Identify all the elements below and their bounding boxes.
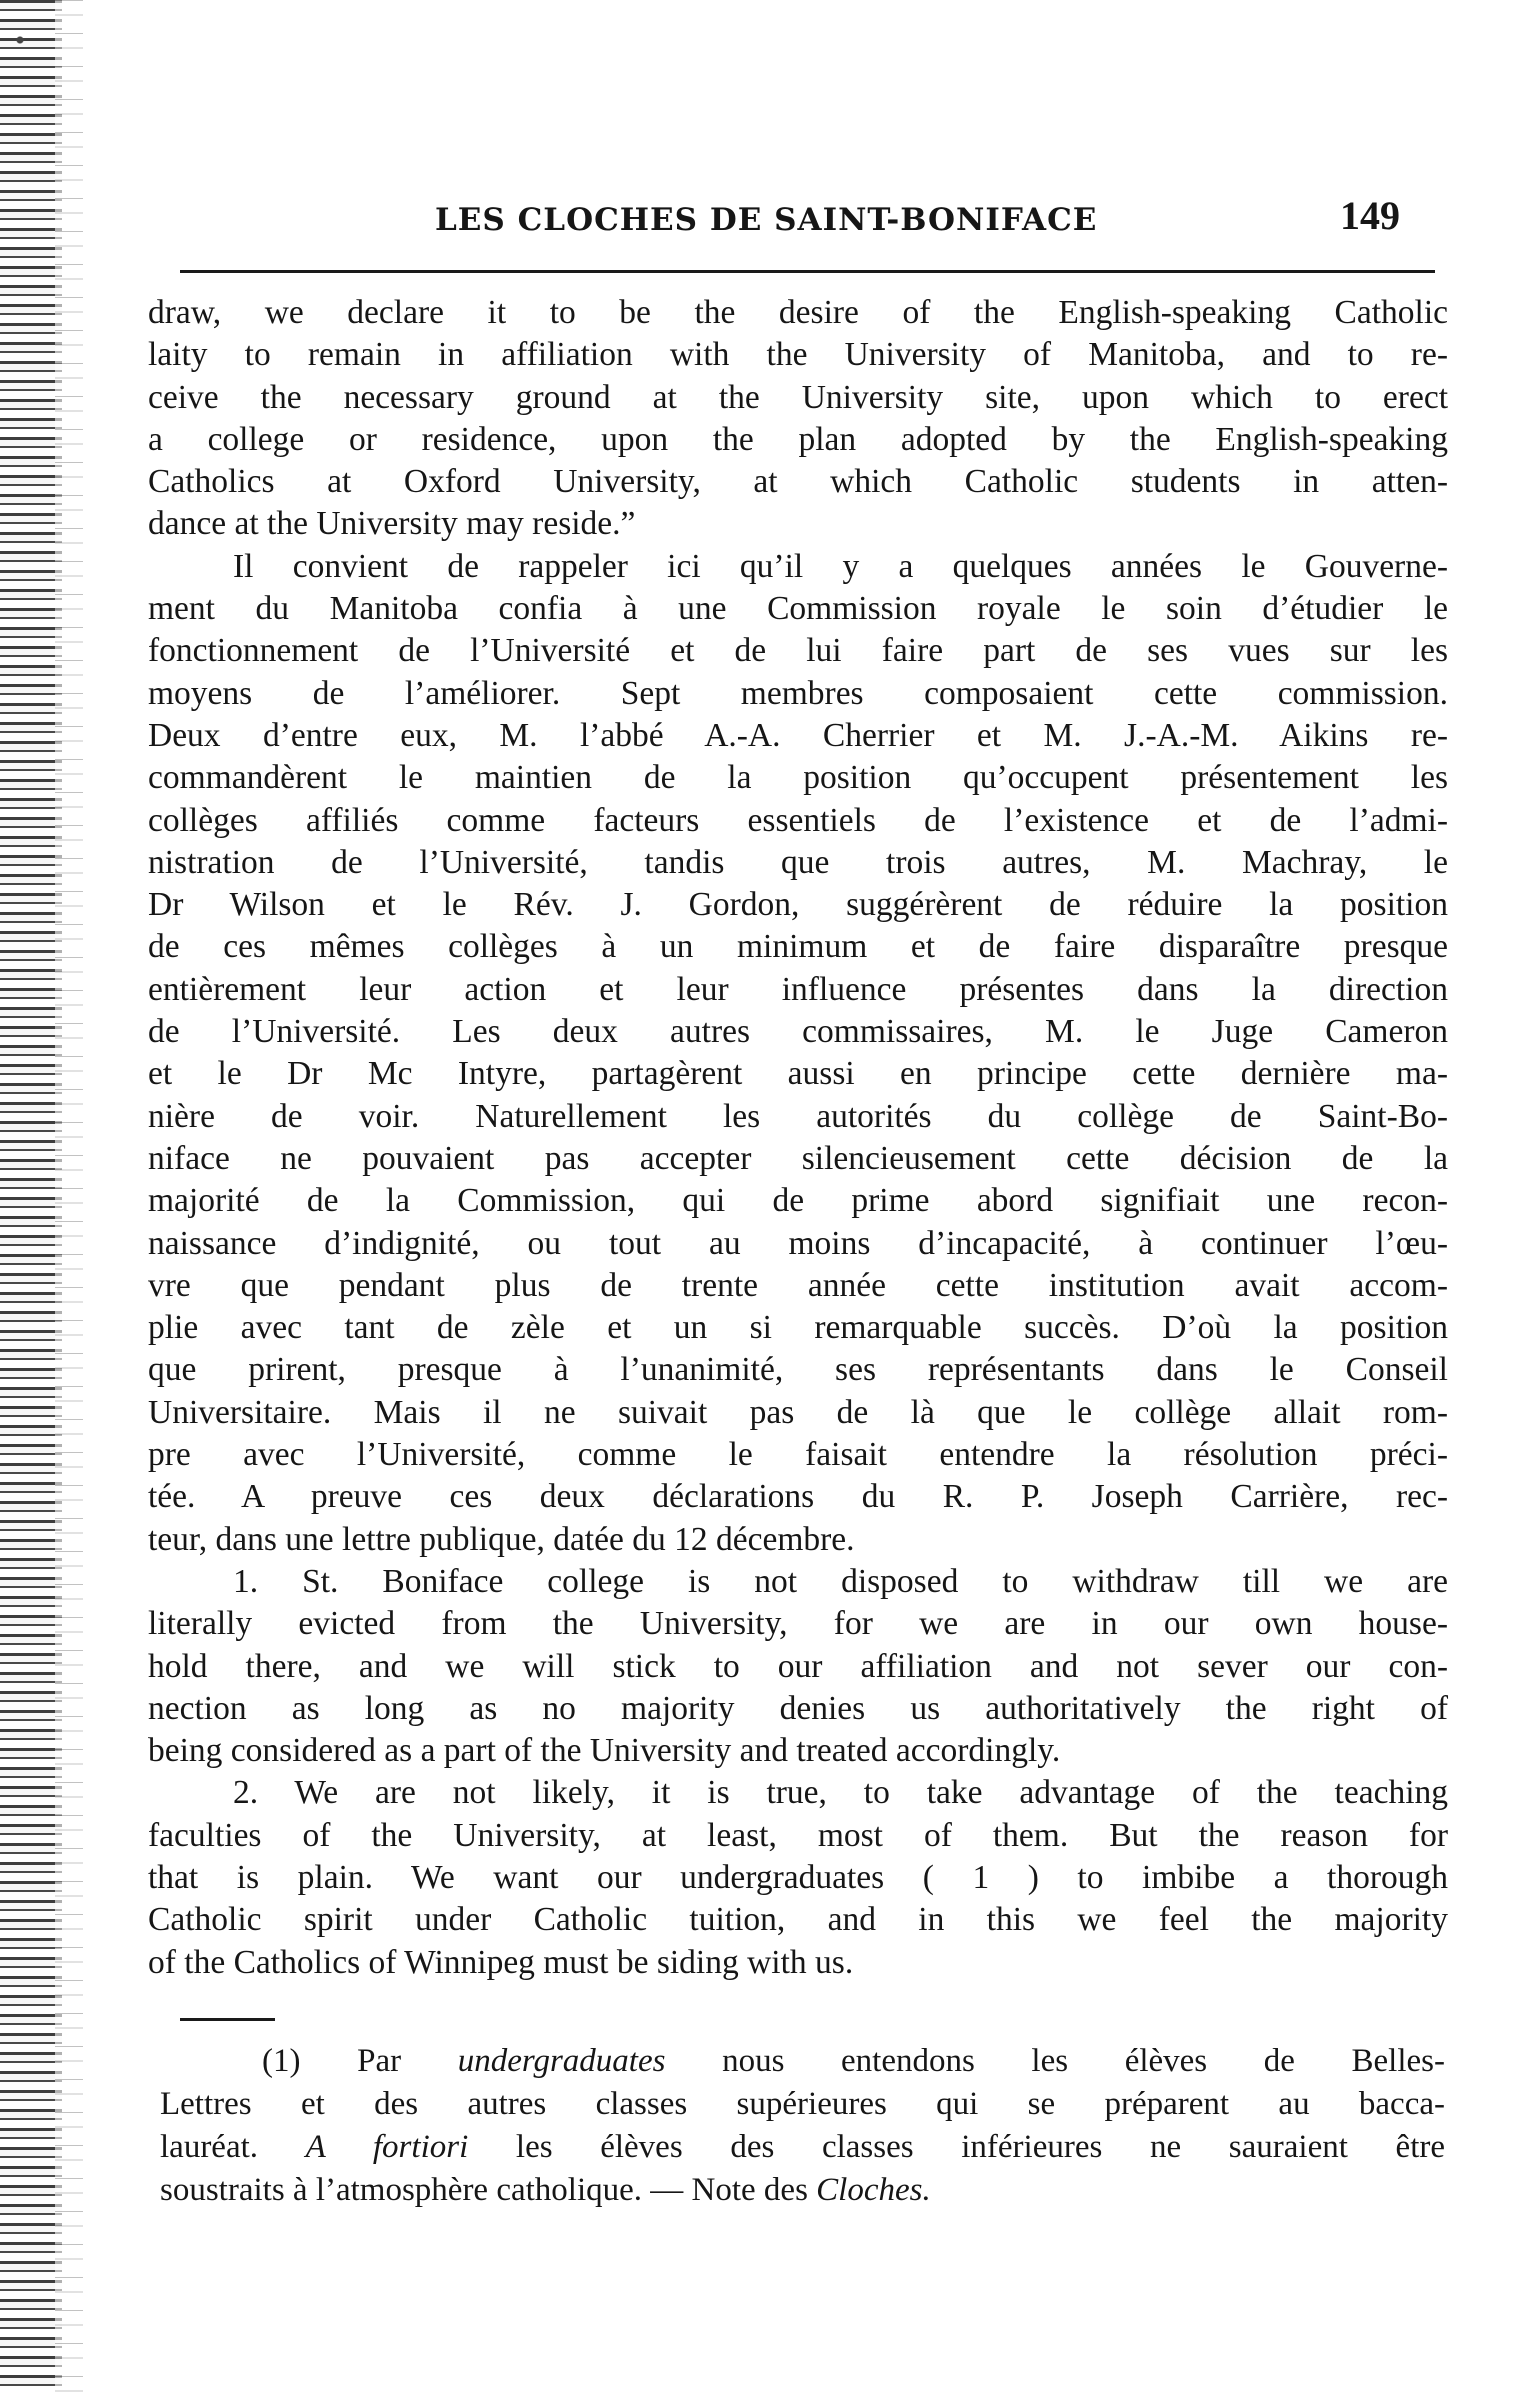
running-title: LES CLOCHES DE SAINT-BONIFACE	[435, 202, 1098, 238]
text-line: Catholic spirit under Catholic tuition, and in this we feel the majority	[148, 1901, 1448, 1939]
footnote-line	[160, 2169, 1445, 2212]
text-line: moyens de l’améliorer. Sept membres composaient cette commission.	[148, 674, 1448, 712]
footnote-italic: Cloches.	[816, 2172, 931, 2208]
footnote-text: soustraits à l’atmosphère catholique. — Note des	[160, 2172, 817, 2208]
text-line: ceive the necessary ground at the University site, upon which to erect	[148, 378, 1448, 416]
text-line: nection as long as no majority denies us authoritatively the right of	[148, 1689, 1448, 1727]
text-line: Universitaire. Mais il ne suivait pas de là que le collège allait rom-	[148, 1393, 1448, 1431]
text-line: that is plain. We want our undergraduates ( 1 ) to imbibe a thorough	[148, 1858, 1448, 1896]
text-line: dance at the University may reside.”	[148, 505, 636, 543]
scan-edge-speckle	[55, 0, 83, 2394]
footnote-text: lauréat.	[160, 2129, 306, 2165]
footnote-line: Lettres et des autres classes supérieures qui se préparent au bacca-	[160, 2086, 1445, 2122]
text-line: fonctionnement de l’Université et de lui faire part de ses vues sur les	[148, 632, 1448, 670]
text-line: laity to remain in affiliation with the University of Manitoba, and to re-	[148, 336, 1448, 374]
footnote-line	[160, 2040, 1445, 2083]
text-line: Il convient de rappeler ici qu’il y a quelques années le Gouverne-	[233, 547, 1448, 585]
text-line: Catholics at Oxford University, at which Catholic students in atten-	[148, 463, 1448, 501]
text-line: faculties of the University, at least, most of them. But the reason for	[148, 1816, 1448, 1854]
text-line: Dr Wilson et le Rév. J. Gordon, suggérèrent de réduire la position	[148, 886, 1448, 924]
text-line: que prirent, presque à l’unanimité, ses représentants dans le Conseil	[148, 1351, 1448, 1389]
text-line: niface ne pouvaient pas accepter silencieusement cette décision de la	[148, 1139, 1448, 1177]
text-line: Deux d’entre eux, M. l’abbé A.-A. Cherrier et M. J.-A.-M. Aikins re-	[148, 716, 1448, 754]
text-line: being considered as a part of the University and treated accordingly.	[148, 1732, 1061, 1770]
page-number: 149	[1340, 193, 1400, 238]
text-line: ment du Manitoba confia à une Commission royale le soin d’étudier le	[148, 590, 1448, 628]
header-rule	[180, 270, 1435, 273]
body-text	[148, 292, 1448, 1984]
text-line: et le Dr Mc Intyre, partagèrent aussi en principe cette dernière ma-	[148, 1055, 1448, 1093]
footnote-rule	[180, 2018, 275, 2021]
text-line: de l’Université. Les deux autres commissaires, M. le Juge Cameron	[148, 1013, 1448, 1051]
scan-edge-shadow	[0, 0, 62, 2394]
text-line: draw, we declare it to be the desire of the English-speaking Catholic	[148, 294, 1448, 331]
text-line: nière de voir. Naturellement les autorités du collège de Saint-Bo-	[148, 1097, 1448, 1135]
footnote	[160, 2040, 1445, 2212]
text-line: nistration de l’Université, tandis que trois autres, M. Machray, le	[148, 843, 1448, 881]
page-header	[150, 188, 1420, 248]
text-line: plie avec tant de zèle et un si remarquable succès. D’où la position	[148, 1309, 1448, 1347]
footnote-line	[160, 2126, 1445, 2169]
footnote-italic: undergraduates	[457, 2043, 666, 2079]
text-line: a college or residence, upon the plan adopted by the English-speaking	[148, 420, 1448, 458]
text-line: majorité de la Commission, qui de prime abord signifiait une recon-	[148, 1182, 1448, 1220]
text-line: vre que pendant plus de trente année cette institution avait accom-	[148, 1266, 1448, 1304]
text-line: de ces mêmes collèges à un minimum et de faire disparaître presque	[148, 928, 1448, 966]
text-line: commandèrent le maintien de la position qu’occupent présentement les	[148, 759, 1448, 797]
text-line: hold there, and we will stick to our affiliation and not sever our con-	[148, 1647, 1448, 1685]
text-line: literally evicted from the University, for we are in our own house-	[148, 1605, 1448, 1643]
text-line: teur, dans une lettre publique, datée du 12 décembre.	[148, 1520, 855, 1558]
text-line: of the Catholics of Winnipeg must be siding with us.	[148, 1943, 854, 1981]
text-line: entièrement leur action et leur influence présentes dans la direction	[148, 970, 1448, 1008]
text-line: collèges affiliés comme facteurs essentiels de l’existence et de l’admi-	[148, 801, 1448, 839]
text-line: naissance d’indignité, ou tout au moins d’incapacité, à continuer l’œu-	[148, 1224, 1448, 1262]
text-line: pre avec l’Université, comme le faisait entendre la résolution préci-	[148, 1436, 1448, 1474]
text-line: tée. A preuve ces deux déclarations du R. P. Joseph Carrière, rec-	[148, 1478, 1448, 1516]
footnote-italic: A fortiori	[305, 2129, 469, 2165]
footnote-text: les élèves des classes inférieures ne sauraient être	[468, 2129, 1445, 2165]
text-line: 1. St. Boniface college is not disposed to withdraw till we are	[233, 1562, 1448, 1600]
footnote-text: nous entendons les élèves de Belles-	[665, 2043, 1445, 2079]
footnote-text: (1) Par	[262, 2043, 458, 2079]
text-line: 2. We are not likely, it is true, to take advantage of the teaching	[233, 1774, 1448, 1812]
